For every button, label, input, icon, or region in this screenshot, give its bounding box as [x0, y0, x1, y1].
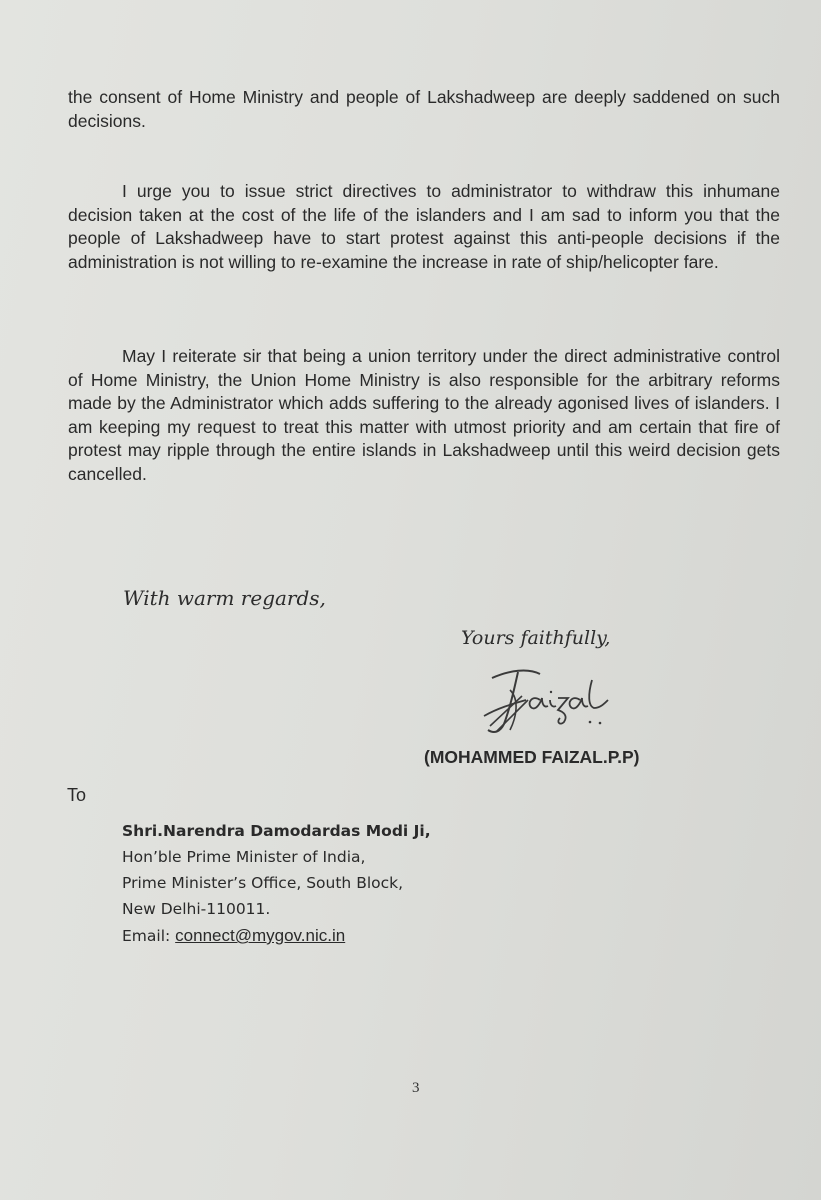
paragraph-reiterate-text: May I reiterate sir that being a union territory under the direct administrative control of Home Ministry, the Union Home Ministry is also responsible for the arbitrary reforms made by the Administrator which adds suffering to the already agonised lives of islanders. I am keeping my request to treat this matter with utmost priority and am certain that fire of protest may ripple through the entire islands in Lakshadweep until this weird decision gets cancelled. [68, 346, 780, 484]
paragraph-consent: the consent of Home Ministry and people of Lakshadweep are deeply saddened on such decisions. [68, 87, 780, 131]
to-label: To [67, 785, 87, 805]
closing-regards: With warm regards, [123, 586, 326, 610]
paragraph-reiterate [68, 345, 780, 486]
email-link[interactable]: connect@mygov.nic.in [175, 926, 346, 945]
paragraph-urge [68, 180, 780, 274]
recipient-title: Hon’ble Prime Minister of India, [122, 848, 366, 866]
paragraph-urge-text: I urge you to issue strict directives to administrator to withdraw this inhumane decision taken at the cost of the life of the islanders and I am sad to inform you that the people of Lakshadweep have to start protest against this anti-people decisions if the administration is not willing to re-examine the increase in rate of ship/helicopter fare. [68, 181, 780, 272]
handwritten-signature [470, 660, 640, 740]
recipient-name: Shri.Narendra Damodardas Modi Ji, [122, 822, 431, 840]
page-number: 3 [412, 1080, 420, 1096]
yours-faithfully: Yours faithfully, [461, 627, 611, 649]
recipient-email-line [122, 926, 345, 946]
recipient-city: New Delhi-110011. [122, 900, 271, 918]
recipient-office: Prime Minister’s Office, South Block, [122, 874, 404, 892]
signer-name: (MOHAMMED FAIZAL.P.P) [424, 747, 640, 767]
email-label: Email: [122, 927, 171, 945]
